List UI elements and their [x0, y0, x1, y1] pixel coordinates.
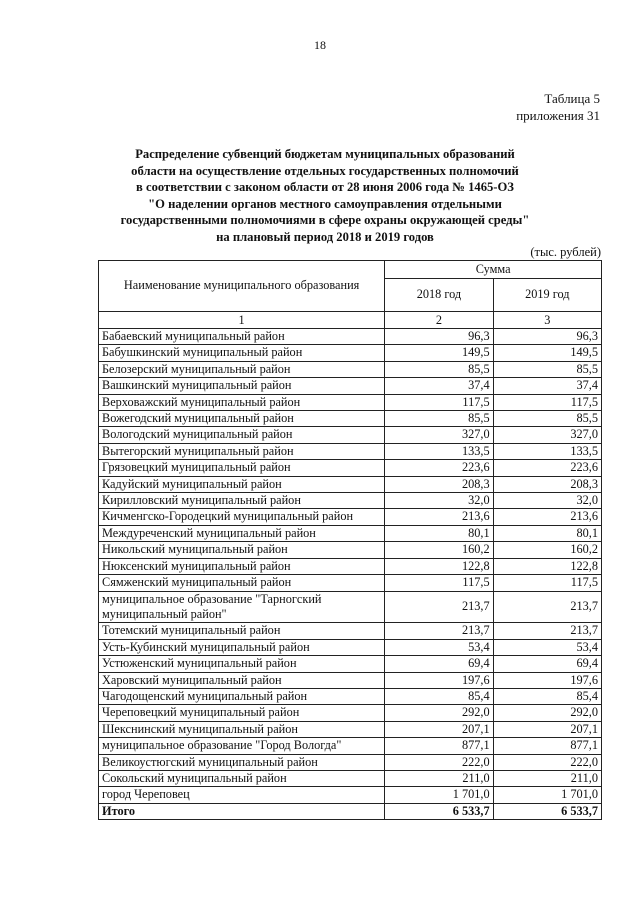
- municipality-name: Тотемский муниципальный район: [99, 623, 385, 639]
- value-2018: 149,5: [385, 345, 493, 361]
- value-2019: 80,1: [493, 525, 601, 541]
- table-row: [99, 476, 602, 492]
- value-2018: 69,4: [385, 656, 493, 672]
- table-label: Таблица 5: [544, 91, 600, 106]
- municipality-name: Белозерский муниципальный район: [99, 361, 385, 377]
- value-2018: 327,0: [385, 427, 493, 443]
- value-2018: 32,0: [385, 493, 493, 509]
- municipality-name: Кирилловский муниципальный район: [99, 493, 385, 509]
- value-2019: 69,4: [493, 656, 601, 672]
- municipality-name: Вытегорский муниципальный район: [99, 443, 385, 459]
- value-2018: 208,3: [385, 476, 493, 492]
- value-2019: 1 701,0: [493, 787, 601, 803]
- heading-line: Распределение субвенций бюджетам муниципальных образований: [135, 147, 515, 161]
- table-row: [99, 443, 602, 459]
- total-label: Итого: [99, 803, 385, 819]
- table-row: [99, 542, 602, 558]
- value-2019: 213,7: [493, 623, 601, 639]
- value-2019: 85,4: [493, 688, 601, 704]
- document-heading: [110, 146, 540, 246]
- table-row: [99, 770, 602, 786]
- header-year-2018: 2018 год: [385, 279, 493, 312]
- column-number: 1: [99, 312, 385, 329]
- value-2018: 85,5: [385, 361, 493, 377]
- table-row: [99, 394, 602, 410]
- value-2018: 213,6: [385, 509, 493, 525]
- value-2018: 117,5: [385, 394, 493, 410]
- municipality-name: Чагодощенский муниципальный район: [99, 688, 385, 704]
- value-2018: 207,1: [385, 721, 493, 737]
- value-2019: 327,0: [493, 427, 601, 443]
- column-number: 2: [385, 312, 493, 329]
- header-sum: Сумма: [385, 261, 602, 279]
- municipality-name: муниципальное образование "Тарногский муниципальный район": [99, 591, 385, 623]
- value-2019: 37,4: [493, 378, 601, 394]
- value-2018: 1 701,0: [385, 787, 493, 803]
- municipality-name: Никольский муниципальный район: [99, 542, 385, 558]
- value-2018: 96,3: [385, 329, 493, 345]
- municipality-name: Великоустюгский муниципальный район: [99, 754, 385, 770]
- value-2018: 85,4: [385, 688, 493, 704]
- municipality-name: Шекснинский муниципальный район: [99, 721, 385, 737]
- units-label: (тыс. рублей): [530, 245, 601, 259]
- value-2018: 85,5: [385, 411, 493, 427]
- value-2018: 292,0: [385, 705, 493, 721]
- table-row: [99, 575, 602, 591]
- table-row: [99, 738, 602, 754]
- value-2019: 85,5: [493, 361, 601, 377]
- municipality-name: Верховажский муниципальный район: [99, 394, 385, 410]
- value-2018: 37,4: [385, 378, 493, 394]
- table-row: [99, 591, 602, 623]
- header-year-2019: 2019 год: [493, 279, 601, 312]
- value-2019: 222,0: [493, 754, 601, 770]
- value-2019: 117,5: [493, 394, 601, 410]
- table-reference: [516, 90, 600, 124]
- municipality-name: Череповецкий муниципальный район: [99, 705, 385, 721]
- municipality-name: Сямженский муниципальный район: [99, 575, 385, 591]
- table-row: [99, 525, 602, 541]
- value-2019: 207,1: [493, 721, 601, 737]
- municipality-name: Усть-Кубинский муниципальный район: [99, 639, 385, 655]
- heading-line: "О наделении органов местного самоуправления отдельными: [148, 196, 502, 211]
- value-2019: 32,0: [493, 493, 601, 509]
- table-row: [99, 345, 602, 361]
- value-2019: 197,6: [493, 672, 601, 688]
- table-row: [99, 493, 602, 509]
- value-2018: 160,2: [385, 542, 493, 558]
- municipality-name: Нюксенский муниципальный район: [99, 558, 385, 574]
- table-row: [99, 656, 602, 672]
- table-row: [99, 427, 602, 443]
- value-2019: 96,3: [493, 329, 601, 345]
- value-2019: 117,5: [493, 575, 601, 591]
- value-2018: 197,6: [385, 672, 493, 688]
- table-row: [99, 378, 602, 394]
- value-2018: 133,5: [385, 443, 493, 459]
- value-2019: 211,0: [493, 770, 601, 786]
- value-2018: 213,7: [385, 591, 493, 623]
- table-row: [99, 411, 602, 427]
- value-2018: 117,5: [385, 575, 493, 591]
- table-row: [99, 639, 602, 655]
- table-body: [99, 329, 602, 804]
- table-row: [99, 329, 602, 345]
- subvention-table: [98, 260, 602, 820]
- municipality-name: муниципальное образование "Город Вологда": [99, 738, 385, 754]
- value-2018: 211,0: [385, 770, 493, 786]
- value-2019: 213,7: [493, 591, 601, 623]
- value-2019: 149,5: [493, 345, 601, 361]
- heading-line: в соответствии с законом области от 28 июня 2006 года № 1465-ОЗ: [136, 180, 514, 195]
- value-2019: 208,3: [493, 476, 601, 492]
- heading-line: на плановый период 2018 и 2019 годов: [216, 229, 434, 244]
- table-row: [99, 460, 602, 476]
- municipality-name: Бабушкинский муниципальный район: [99, 345, 385, 361]
- column-number: 3: [493, 312, 601, 329]
- total-row: [99, 803, 602, 819]
- table-row: [99, 754, 602, 770]
- table-row: [99, 509, 602, 525]
- value-2018: 53,4: [385, 639, 493, 655]
- value-2018: 80,1: [385, 525, 493, 541]
- municipality-name: Грязовецкий муниципальный район: [99, 460, 385, 476]
- table-row: [99, 558, 602, 574]
- value-2019: 292,0: [493, 705, 601, 721]
- table-row: [99, 705, 602, 721]
- municipality-name: город Череповец: [99, 787, 385, 803]
- total-2019: 6 533,7: [493, 803, 601, 819]
- value-2018: 877,1: [385, 738, 493, 754]
- municipality-name: Междуреченский муниципальный район: [99, 525, 385, 541]
- value-2019: 213,6: [493, 509, 601, 525]
- table-row: [99, 623, 602, 639]
- municipality-name: Кадуйский муниципальный район: [99, 476, 385, 492]
- heading-line: государственными полномочиями в сфере охраны окружающей среды": [120, 213, 530, 228]
- municipality-name: Устюженский муниципальный район: [99, 656, 385, 672]
- value-2019: 53,4: [493, 639, 601, 655]
- table-row: [99, 672, 602, 688]
- table-row: [99, 721, 602, 737]
- value-2019: 133,5: [493, 443, 601, 459]
- municipality-name: Вологодский муниципальный район: [99, 427, 385, 443]
- municipality-name: Сокольский муниципальный район: [99, 770, 385, 786]
- municipality-name: Вожегодский муниципальный район: [99, 411, 385, 427]
- value-2018: 213,7: [385, 623, 493, 639]
- value-2019: 160,2: [493, 542, 601, 558]
- table-row: [99, 787, 602, 803]
- total-2018: 6 533,7: [385, 803, 493, 819]
- value-2019: 223,6: [493, 460, 601, 476]
- table-row: [99, 688, 602, 704]
- heading-line: области на осуществление отдельных государственных полномочий: [131, 163, 519, 178]
- municipality-name: Бабаевский муниципальный район: [99, 329, 385, 345]
- municipality-name: Кичменгско-Городецкий муниципальный район: [99, 509, 385, 525]
- header-municipality: Наименование муниципального образования: [99, 261, 385, 312]
- value-2018: 223,6: [385, 460, 493, 476]
- municipality-name: Харовский муниципальный район: [99, 672, 385, 688]
- table-row: [99, 361, 602, 377]
- value-2019: 122,8: [493, 558, 601, 574]
- page-number: 18: [314, 38, 326, 52]
- appendix-label: приложения 31: [516, 108, 600, 123]
- value-2019: 877,1: [493, 738, 601, 754]
- value-2018: 122,8: [385, 558, 493, 574]
- value-2018: 222,0: [385, 754, 493, 770]
- municipality-name: Вашкинский муниципальный район: [99, 378, 385, 394]
- value-2019: 85,5: [493, 411, 601, 427]
